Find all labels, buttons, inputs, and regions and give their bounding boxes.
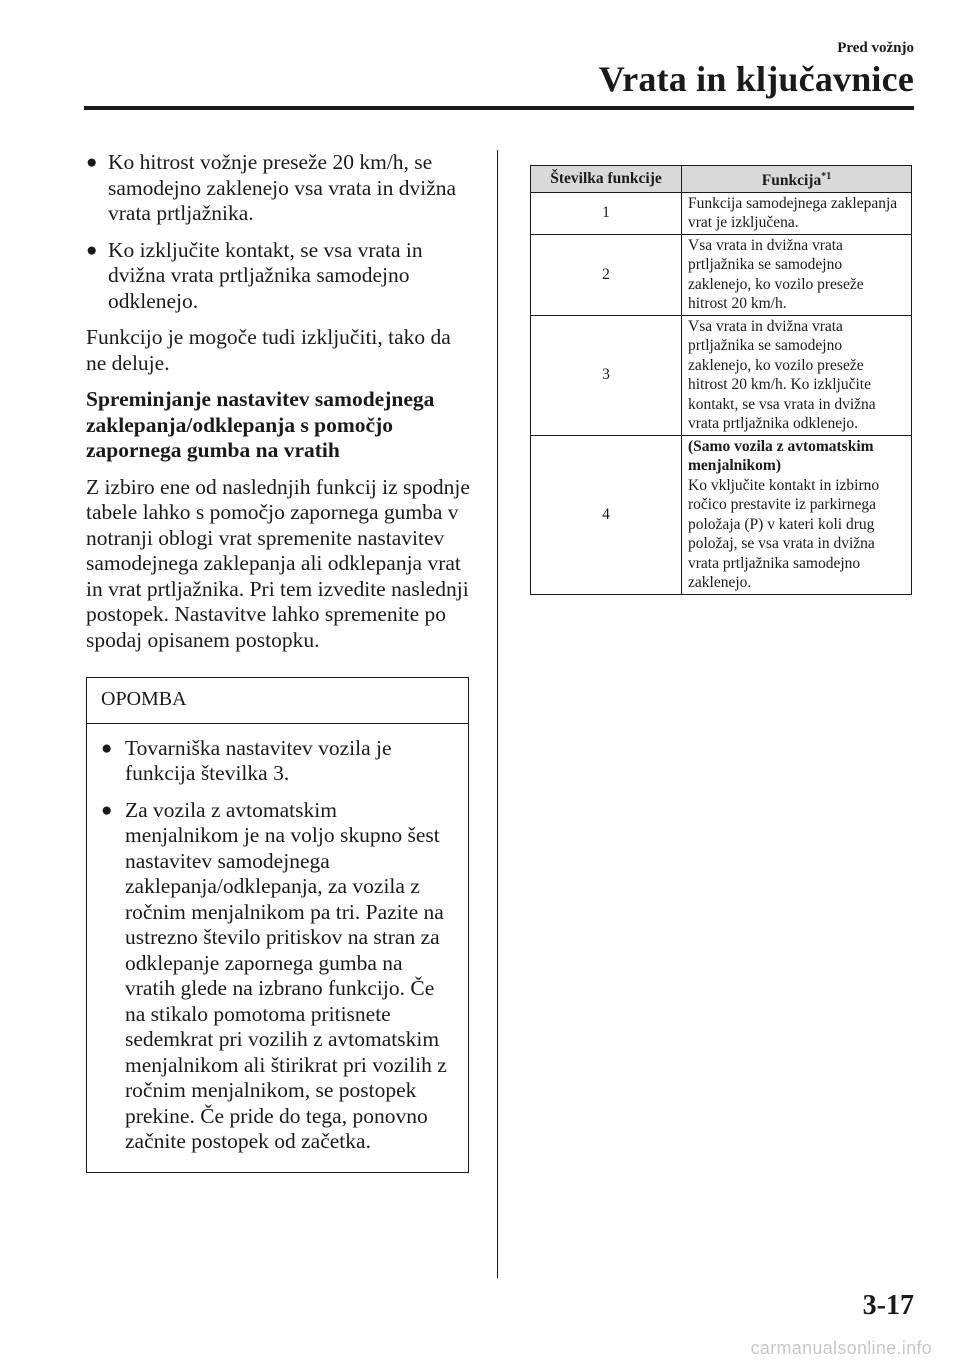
table-row: [531, 315, 912, 435]
list-item: [101, 736, 454, 787]
function-number-cell: 4: [531, 435, 682, 594]
list-item: [86, 238, 470, 315]
bullet-icon: ●: [101, 799, 113, 821]
footnote-marker: *1: [821, 171, 832, 182]
function-description-cell: [682, 435, 912, 594]
header-function-number: Številka funkcije: [531, 166, 682, 193]
table-row: [531, 234, 912, 315]
paragraph: Funkcijo je mogoče tudi izključiti, tako da ne deluje.: [86, 325, 451, 375]
subheading: Spreminjanje nastavitev samodejnega zaklepanja/odklepanja s pomočjo zapornega gumba na vratih: [86, 387, 435, 462]
header-function-label: Funkcija: [761, 172, 822, 190]
list-item: [101, 798, 454, 1155]
bullet-icon: ●: [86, 152, 98, 173]
bullet-text: Ko hitrost vožnje preseže 20 km/h, se samodejno zaklenejo vsa vrata in dvižna vrata prtljažnika.: [108, 150, 457, 225]
function-description: Vsa vrata in dvižna vrata prtljažnika se samodejno zaklenejo, ko vozilo preseže hitrost 20 km/h. Ko izključite kontakt, se vsa vrata in dvižna vrata prtljažnika odklenejo.: [688, 317, 876, 433]
function-description-cell: [682, 192, 912, 234]
bullet-text: Ko izključite kontakt, se vsa vrata in dvižna vrata prtljažnika samodejno odklenejo.: [108, 237, 423, 313]
page-title: Vrata in ključavnice: [598, 59, 914, 99]
function-description-cell: [682, 234, 912, 315]
table-header-row: [531, 166, 912, 193]
function-description: Funkcija samodejnega zaklepanja vrat je izključena.: [688, 194, 898, 232]
list-item: [86, 150, 470, 227]
note-heading: OPOMBA: [87, 678, 468, 724]
function-number-cell: 3: [531, 315, 682, 435]
function-prefix: (Samo vozila z avtomatskim menjalnikom): [688, 437, 874, 475]
header-function: [682, 166, 912, 193]
bullet-icon: ●: [86, 239, 98, 261]
note-box: [86, 677, 469, 1173]
paragraph: Z izbiro ene od naslednjih funkcij iz spodnje tabele lahko s pomočjo zapornega gumba v notranji oblogi vrat spremenite nastavitev samodejnega zaklepanja ali odklepanja vrat in vrat prtljažnika. Pri tem izvedite naslednji postopek. Nastavitve lahko spremenite po spodaj opisanem postopku.: [86, 474, 470, 652]
function-number-cell: 2: [531, 234, 682, 315]
function-table-wrap: [530, 165, 912, 595]
function-description: Ko vključite kontakt in izbirno ročico prestavite iz parkirnega položaja (P) v kateri koli drug položaj, se vsa vrata in dvižna vrata prtljažnika samodejno zaklenejo.: [688, 476, 880, 592]
table-row: [531, 192, 912, 234]
function-description: Vsa vrata in dvižna vrata prtljažnika se samodejno zaklenejo, ko vozilo preseže hitrost 20 km/h.: [688, 236, 864, 313]
bullet-icon: ●: [101, 737, 113, 759]
header-section: Pred vožnjo: [837, 40, 914, 56]
bullet-text: Tovarniška nastavitev vozila je funkcija številka 3.: [125, 735, 392, 785]
function-number-cell: 1: [531, 192, 682, 234]
function-table: [530, 165, 912, 595]
header-rule: [84, 106, 914, 110]
table-row: [531, 435, 912, 594]
note-body: [87, 724, 468, 1172]
left-column: [86, 150, 470, 1173]
column-divider: [497, 150, 498, 1278]
function-description-cell: [682, 315, 912, 435]
bullet-text: Za vozila z avtomatskim menjalnikom je na voljo skupno šest nastavitev samodejnega zaklepanja/odklepanja, za vozila z ročnim menjalnikom pa tri. Pazite na ustrezno število pritiskov na stran za odklepanje zapornega gumba na vratih glede na izbrano funkcijo. Če na stikalo pomotoma pritisnete sedemkrat pri vozilih z avtomatskim menjalnikom ali štirikrat pri vozilih z ročnim menjalnikom, se postopek prekine. Če pride do tega, ponovno začnite postopek od začetka.: [125, 797, 447, 1153]
page-number: 3-17: [862, 1290, 914, 1321]
watermark: carmanualsonline.info: [750, 1338, 932, 1358]
